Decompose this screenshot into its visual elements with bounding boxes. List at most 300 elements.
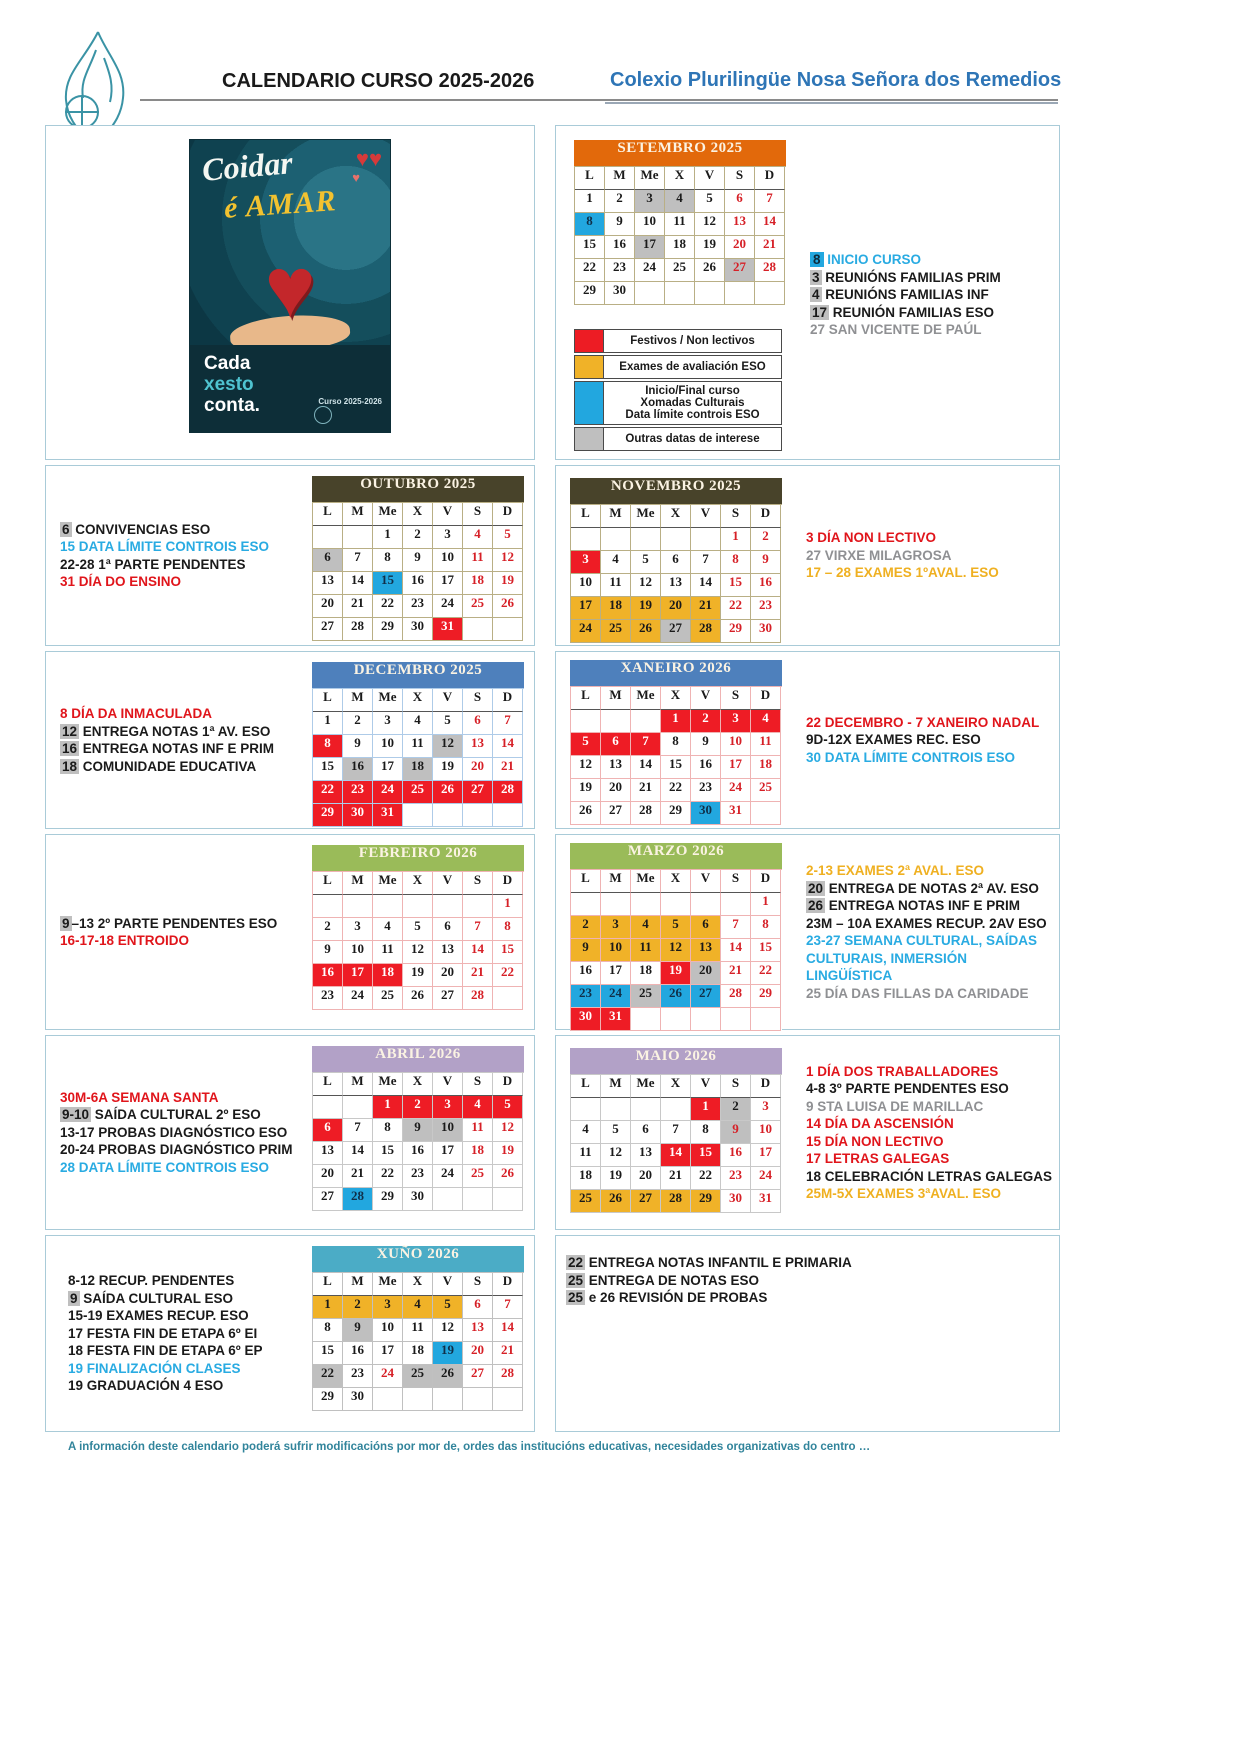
note-line <box>810 269 1053 287</box>
weekday-label: D <box>493 503 523 526</box>
day-cell: 21 <box>631 779 661 802</box>
note-text: REUNIÓNS FAMILIAS PRIM <box>825 269 1001 285</box>
day-cell: 19 <box>631 597 661 620</box>
day-cell: 26 <box>433 781 463 804</box>
day-cell: 2 <box>343 1296 373 1319</box>
notes-marzo <box>782 835 1059 1029</box>
day-cell: 30 <box>571 1008 601 1031</box>
day-cell: 25 <box>403 781 433 804</box>
day-cell: 24 <box>721 779 751 802</box>
note-line <box>60 740 302 758</box>
weekday-label: M <box>343 503 373 526</box>
note-line <box>60 556 302 574</box>
legend-swatch <box>575 382 604 424</box>
day-cell: 25 <box>665 259 695 282</box>
calendar-outubro <box>312 476 524 645</box>
empty-cell <box>433 1188 463 1211</box>
day-cell: 21 <box>691 597 721 620</box>
day-cell: 16 <box>343 758 373 781</box>
calendar-marzo <box>570 843 782 1029</box>
note-text: ENTREGA DE NOTAS 2ª AV. ESO <box>828 880 1039 896</box>
weekday-label: M <box>343 689 373 712</box>
day-cell: 1 <box>313 712 343 735</box>
note-line <box>566 1289 1053 1307</box>
day-cell: 9 <box>343 1319 373 1342</box>
day-cell: 15 <box>575 236 605 259</box>
weekday-label: V <box>691 1075 721 1098</box>
weekday-label: V <box>691 505 721 528</box>
day-cell: 11 <box>373 941 403 964</box>
day-cell: 5 <box>631 551 661 574</box>
day-cell: 23 <box>403 1165 433 1188</box>
day-cell: 30 <box>403 618 433 641</box>
note-line <box>60 915 302 933</box>
empty-cell <box>631 1008 661 1031</box>
day-cell: 28 <box>343 618 373 641</box>
note-text: ENTREGA NOTAS INF E PRIM <box>82 741 275 756</box>
day-cell: 2 <box>691 710 721 733</box>
day-cell: 9 <box>403 1119 433 1142</box>
day-cell: 1 <box>575 190 605 213</box>
legend-label <box>604 428 781 450</box>
day-cell: 3 <box>373 1296 403 1319</box>
day-cell: 13 <box>433 941 463 964</box>
weekday-label: Me <box>635 167 665 190</box>
weekday-label: M <box>343 1273 373 1296</box>
day-cell: 12 <box>433 1319 463 1342</box>
day-cell: 13 <box>691 939 721 962</box>
day-cell: 11 <box>751 733 781 756</box>
day-cell: 27 <box>463 781 493 804</box>
weekday-label: V <box>433 872 463 895</box>
day-cell: 29 <box>721 620 751 643</box>
day-cell: 18 <box>631 962 661 985</box>
note-line <box>60 538 302 556</box>
day-cell: 10 <box>373 735 403 758</box>
weekday-label: V <box>433 1273 463 1296</box>
day-cell: 29 <box>661 802 691 825</box>
note-line <box>806 1133 1053 1151</box>
day-cell: 24 <box>751 1167 781 1190</box>
day-cell: 2 <box>403 1096 433 1119</box>
empty-cell <box>661 893 691 916</box>
day-cell: 10 <box>601 939 631 962</box>
day-cell: 8 <box>373 549 403 572</box>
day-cell: 29 <box>373 618 403 641</box>
notes-xuno-right <box>556 1236 1059 1431</box>
day-cell: 13 <box>601 756 631 779</box>
calendar-abril <box>312 1046 524 1229</box>
poster-mini-logo-icon <box>314 406 332 424</box>
note-text: 13-17 PROBAS DIAGNÓSTICO ESO <box>60 1124 288 1140</box>
day-cell: 18 <box>751 756 781 779</box>
day-cell: 26 <box>631 620 661 643</box>
day-cell: 6 <box>463 1296 493 1319</box>
day-cell: 20 <box>313 1165 343 1188</box>
day-cell: 11 <box>403 735 433 758</box>
footer-disclaimer: A información deste calendario poderá sufrir modificacións por mor de, ordes das institucións educativas, necesidades organizativas do centro … <box>68 1441 871 1453</box>
day-cell: 27 <box>313 1188 343 1211</box>
day-cell: 4 <box>751 710 781 733</box>
header-divider <box>140 99 1058 101</box>
legend-swatch <box>575 428 604 450</box>
empty-cell <box>631 710 661 733</box>
campaign-poster <box>190 140 390 432</box>
day-cell: 4 <box>631 916 661 939</box>
day-cell: 27 <box>691 985 721 1008</box>
legend-swatch <box>575 356 604 378</box>
day-cell: 15 <box>721 574 751 597</box>
day-cell: 10 <box>571 574 601 597</box>
day-cell: 24 <box>373 781 403 804</box>
empty-cell <box>661 1098 691 1121</box>
day-cell: 31 <box>433 618 463 641</box>
day-cell: 22 <box>721 597 751 620</box>
calendar-maio <box>570 1048 782 1229</box>
day-cell: 23 <box>343 781 373 804</box>
day-cell: 25 <box>463 595 493 618</box>
day-cell: 19 <box>601 1167 631 1190</box>
day-cell: 25 <box>571 1190 601 1213</box>
day-cell: 7 <box>691 551 721 574</box>
weekday-label: D <box>755 167 785 190</box>
empty-cell <box>661 528 691 551</box>
note-line <box>68 1290 302 1308</box>
note-date-highlight: 26 <box>808 898 824 913</box>
day-cell: 1 <box>373 526 403 549</box>
day-cell: 24 <box>635 259 665 282</box>
day-cell: 22 <box>575 259 605 282</box>
notes-xaneiro <box>782 652 1059 828</box>
day-cell: 11 <box>463 1119 493 1142</box>
day-cell: 8 <box>751 916 781 939</box>
note-date-highlight: 12 <box>62 723 78 739</box>
day-cell: 29 <box>313 1388 343 1411</box>
weekday-label: S <box>463 1273 493 1296</box>
day-cell: 17 <box>433 572 463 595</box>
note-text: 8 DÍA DA INMACULADA <box>60 706 212 721</box>
day-cell: 19 <box>695 236 725 259</box>
day-cell: 23 <box>571 985 601 1008</box>
day-cell: 30 <box>403 1188 433 1211</box>
weekday-label: M <box>601 1075 631 1098</box>
note-date-highlight: 17 <box>812 304 828 320</box>
legend-swatch <box>575 330 604 352</box>
weekday-label: X <box>665 167 695 190</box>
day-cell: 29 <box>691 1190 721 1213</box>
empty-cell <box>463 618 493 641</box>
day-cell: 26 <box>493 595 523 618</box>
day-cell: 17 <box>721 756 751 779</box>
day-cell: 13 <box>631 1144 661 1167</box>
weekday-label: S <box>463 503 493 526</box>
note-line <box>806 564 1053 582</box>
note-line <box>810 286 1053 304</box>
weekday-label: X <box>661 1075 691 1098</box>
day-cell: 1 <box>661 710 691 733</box>
note-text: ENTREGA NOTAS 1ª AV. ESO <box>82 723 271 739</box>
day-cell: 31 <box>373 804 403 827</box>
day-cell: 6 <box>313 549 343 572</box>
note-line <box>806 1115 1053 1133</box>
day-cell: 5 <box>433 712 463 735</box>
day-cell: 12 <box>493 1119 523 1142</box>
note-date-highlight: 6 <box>62 521 70 537</box>
note-text: ENTREGA DE NOTAS ESO <box>588 1272 760 1288</box>
day-cell: 23 <box>605 259 635 282</box>
day-cell: 24 <box>433 595 463 618</box>
day-cell: 6 <box>463 712 493 735</box>
hearts-icon: ♥♥ <box>355 146 382 171</box>
day-cell: 15 <box>373 1142 403 1165</box>
poster-panel <box>45 125 535 460</box>
note-date-highlight: 18 <box>62 758 78 774</box>
day-cell: 13 <box>313 1142 343 1165</box>
day-cell: 8 <box>691 1121 721 1144</box>
weekday-label: M <box>343 1073 373 1096</box>
day-cell: 28 <box>721 985 751 1008</box>
empty-cell <box>343 895 373 918</box>
weekday-label: V <box>433 1073 463 1096</box>
empty-cell <box>725 282 755 305</box>
note-date-highlight: 25 <box>568 1290 584 1305</box>
day-cell: 2 <box>571 916 601 939</box>
day-cell: 16 <box>403 1142 433 1165</box>
day-cell: 24 <box>601 985 631 1008</box>
month-title: MARZO 2026 <box>570 843 782 869</box>
day-cell: 8 <box>313 735 343 758</box>
weekday-label: M <box>601 505 631 528</box>
day-cell: 18 <box>403 758 433 781</box>
note-text: 3 DÍA NON LECTIVO <box>806 530 937 546</box>
note-line <box>60 932 302 950</box>
day-cell: 1 <box>721 528 751 551</box>
day-cell: 17 <box>635 236 665 259</box>
day-cell: 4 <box>463 1096 493 1119</box>
day-cell: 17 <box>373 758 403 781</box>
empty-cell <box>751 802 781 825</box>
weekday-label: Me <box>373 689 403 712</box>
weekday-label: X <box>403 872 433 895</box>
note-date-highlight: 9-10 <box>62 1107 90 1123</box>
day-cell: 7 <box>343 1119 373 1142</box>
note-line <box>806 1185 1053 1203</box>
legend-label-line: Xomadas Culturais <box>640 397 745 409</box>
day-cell: 9 <box>721 1121 751 1144</box>
day-cell: 14 <box>721 939 751 962</box>
empty-cell <box>571 710 601 733</box>
day-cell: 30 <box>343 804 373 827</box>
weekday-label: M <box>601 687 631 710</box>
weekday-label: X <box>403 503 433 526</box>
legend-label-line: Inicio/Final curso <box>645 385 740 397</box>
note-date-highlight: 3 <box>812 269 820 285</box>
note-line <box>806 547 1053 565</box>
notes-abril <box>46 1036 312 1229</box>
day-cell: 25 <box>373 987 403 1010</box>
day-cell: 19 <box>493 1142 523 1165</box>
note-text: 8-12 RECUP. PENDENTES <box>68 1273 235 1289</box>
day-cell: 6 <box>725 190 755 213</box>
day-cell: 21 <box>343 1165 373 1188</box>
note-text: 15-19 EXAMES RECUP. ESO <box>68 1308 249 1324</box>
note-line <box>806 915 1053 933</box>
empty-cell <box>631 528 661 551</box>
day-cell: 11 <box>601 574 631 597</box>
note-line <box>60 705 302 723</box>
day-cell: 19 <box>403 964 433 987</box>
note-text: 18 CELEBRACIÓN LETRAS GALEGAS <box>806 1168 1053 1184</box>
legend-label <box>604 356 781 378</box>
empty-cell <box>601 1098 631 1121</box>
day-cell: 13 <box>661 574 691 597</box>
weekday-label: V <box>691 870 721 893</box>
weekday-label: L <box>313 1273 343 1296</box>
day-cell: 8 <box>313 1319 343 1342</box>
day-cell: 16 <box>343 1342 373 1365</box>
empty-cell <box>571 893 601 916</box>
day-cell: 26 <box>433 1365 463 1388</box>
note-text: 23M – 10A EXAMES RECUP. 2AV ESO <box>806 915 1047 931</box>
note-text: 9D-12X EXAMES REC. ESO <box>806 732 981 748</box>
day-cell: 26 <box>601 1190 631 1213</box>
weekday-label: D <box>493 689 523 712</box>
empty-cell <box>691 1008 721 1031</box>
day-cell: 24 <box>343 987 373 1010</box>
day-cell: 12 <box>661 939 691 962</box>
day-cell: 16 <box>403 572 433 595</box>
empty-cell <box>373 895 403 918</box>
empty-cell <box>665 282 695 305</box>
day-cell: 18 <box>665 236 695 259</box>
day-cell: 16 <box>751 574 781 597</box>
note-text: 27 VIRXE MILAGROSA <box>806 547 952 563</box>
day-cell: 26 <box>571 802 601 825</box>
note-line <box>68 1272 302 1290</box>
day-cell: 3 <box>635 190 665 213</box>
day-cell: 11 <box>571 1144 601 1167</box>
day-cell: 9 <box>313 941 343 964</box>
note-line <box>60 723 302 741</box>
empty-cell <box>403 895 433 918</box>
note-line <box>60 573 302 591</box>
weekday-label: V <box>433 503 463 526</box>
note-text: 30 DATA LÍMITE CONTROIS ESO <box>806 749 1016 765</box>
day-cell: 11 <box>631 939 661 962</box>
note-text: 4-8 3º PARTE PENDENTES ESO <box>806 1081 1009 1096</box>
note-line <box>60 758 302 776</box>
legend-label-line: Exames de avaliación ESO <box>619 361 766 373</box>
empty-cell <box>691 528 721 551</box>
empty-cell <box>493 804 523 827</box>
day-cell: 9 <box>403 549 433 572</box>
note-line <box>60 1141 302 1159</box>
day-cell: 8 <box>493 918 523 941</box>
school-name: Colexio Plurilingüe Nosa Señora dos Remedios <box>610 69 1062 91</box>
legend-label <box>604 330 781 352</box>
day-cell: 8 <box>661 733 691 756</box>
note-line <box>60 1106 302 1124</box>
note-text: 28 DATA LÍMITE CONTROIS ESO <box>60 1159 270 1175</box>
day-cell: 14 <box>661 1144 691 1167</box>
day-cell: 23 <box>691 779 721 802</box>
note-text: 22 DECEMBRO - 7 XANEIRO NADAL <box>806 714 1040 730</box>
note-line <box>810 304 1053 322</box>
day-cell: 14 <box>755 213 785 236</box>
note-line <box>806 714 1053 732</box>
day-cell: 12 <box>571 756 601 779</box>
note-line <box>68 1360 302 1378</box>
day-cell: 12 <box>631 574 661 597</box>
day-cell: 6 <box>313 1119 343 1142</box>
day-cell: 28 <box>493 781 523 804</box>
day-cell: 14 <box>463 941 493 964</box>
empty-cell <box>463 804 493 827</box>
note-line <box>60 521 302 539</box>
weekday-label: D <box>493 1273 523 1296</box>
empty-cell <box>343 526 373 549</box>
note-date-highlight: 20 <box>808 880 824 896</box>
weekday-label: D <box>751 1075 781 1098</box>
weekday-label: Me <box>631 505 661 528</box>
note-line <box>60 1159 302 1177</box>
note-line <box>806 731 1053 749</box>
poster-tagline-3: conta. <box>204 395 260 416</box>
day-cell: 27 <box>661 620 691 643</box>
day-cell: 5 <box>571 733 601 756</box>
day-cell: 31 <box>601 1008 631 1031</box>
day-cell: 4 <box>601 551 631 574</box>
day-cell: 18 <box>463 1142 493 1165</box>
empty-cell <box>313 526 343 549</box>
empty-cell <box>493 987 523 1010</box>
weekday-label: V <box>433 689 463 712</box>
note-line <box>806 749 1053 767</box>
note-line <box>806 1150 1053 1168</box>
empty-cell <box>373 1388 403 1411</box>
note-line <box>60 1089 302 1107</box>
empty-cell <box>631 893 661 916</box>
day-cell: 2 <box>403 526 433 549</box>
day-cell: 20 <box>463 758 493 781</box>
month-title: OUTUBRO 2025 <box>312 476 524 502</box>
day-cell: 10 <box>373 1319 403 1342</box>
day-cell: 15 <box>313 1342 343 1365</box>
day-cell: 8 <box>721 551 751 574</box>
note-text: 19 GRADUACIÓN 4 ESO <box>68 1378 224 1394</box>
day-cell: 7 <box>343 549 373 572</box>
month-title: XANEIRO 2026 <box>570 660 782 686</box>
day-cell: 1 <box>691 1098 721 1121</box>
month-title: MAIO 2026 <box>570 1048 782 1074</box>
weekday-label: Me <box>631 870 661 893</box>
day-cell: 21 <box>493 758 523 781</box>
weekday-label: Me <box>373 872 403 895</box>
day-cell: 4 <box>403 1296 433 1319</box>
day-cell: 4 <box>463 526 493 549</box>
febreiro-panel <box>45 834 535 1030</box>
abril-panel <box>45 1035 535 1230</box>
maio-panel <box>555 1035 1060 1230</box>
note-date-highlight: 4 <box>812 287 820 302</box>
empty-cell <box>433 895 463 918</box>
empty-cell <box>571 528 601 551</box>
calendar-grid <box>45 125 1060 1432</box>
day-cell: 27 <box>631 1190 661 1213</box>
day-cell: 3 <box>571 551 601 574</box>
legend-label <box>604 382 781 424</box>
day-cell: 4 <box>665 190 695 213</box>
